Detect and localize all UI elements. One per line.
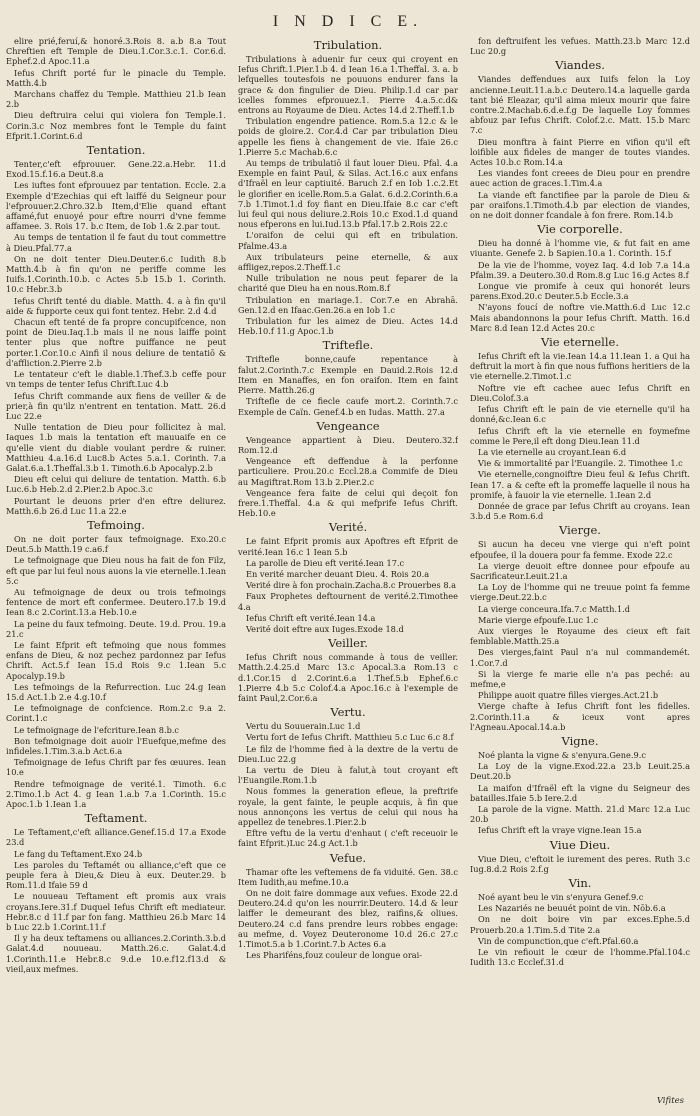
index-entry: Tenter,c'eft efprouuer. Gene.22.a.Hebr. 11.d Exod.15.f.16.a Deut.8.a — [6, 159, 226, 180]
index-entry: Vengeance appartient à Dieu. Deutero.32.f Rom.12.d — [238, 434, 458, 455]
index-entry: Faux Prophetes deftournent de verité.2.Timothee 4.a — [238, 591, 458, 612]
section-heading: Vefue. — [329, 850, 367, 865]
index-entry: Philippe auoit quatre filles vierges.Act.21.b — [478, 690, 659, 701]
index-entry: La Loy de la vigne.Exod.22.a 23.b Leuit.25.a Deut.20.b — [470, 761, 690, 782]
index-columns — [6, 36, 690, 1100]
index-entry: Les tefmoings de la Refurrection. Luc 24.g Iean 15.d Act.1.b 2.e 4.g.10.f — [6, 681, 226, 702]
index-entry: Viandes deffendues aux Iuifs felon la Loy ancienne.Leuit.11.a.b.c Deutero.14.a laquelle garda tant bié Eleazar, qu'il aima mieux mourir que faire contre.2.Machab.6.d.e.f.g De laquelle Loy fommes abfouz par Iefus Chrift. Colof.2.c. Matt. 15.b Marc 7.c — [470, 74, 690, 136]
index-entry: Les iuftes font efprouuez par tentation. Eccle. 2.a Exemple d'Ezechias qui eft laiffé du Seigneur pour l'efprouuer.2.Chro.32.b Item,d'Elie quand eftant affamé,fut enuoyé pour eftre nourri d'vne femme affamee. 3. Rois 17. b.c Item, de Iob 1.& 2.par tout. — [6, 180, 226, 232]
index-entry: Si la vierge fe marie elle n'a pas peché: au mefme,e — [470, 668, 690, 689]
index-entry: Aux tribulateurs peine eternelle, & aux affligez,repos.2.Theff.1.c — [238, 251, 458, 273]
index-entry: Au temps de tentation il fe faut du tout commettre à Dieu.Pfal.77.a — [6, 232, 226, 253]
index-entry: Le tefmoignage de l'efcriture.Iean 8.b.c — [14, 724, 180, 735]
index-entry: Le tentateur c'eft le diable.1.Thef.3.b ceffe pour vn temps de tenter Iefus Chrift.Luc 4.b — [6, 369, 226, 390]
index-entry: Vertu fort de Iefus Chrift. Matthieu 5.c Luc 6.c 8.f — [246, 732, 454, 743]
index-entry: Chacun eft tenté de fa propre concupifcence, non point de Dieu.Iaq.1.b mais il ne nous laiffe point tenter plus que noftre puiffance ne peut porter.1.Cor.10.c Ainfi il nous deliure de tentatiō & d'affliction.2.Pierre 2.b — [6, 317, 226, 368]
index-entry: Tribulation en mariage.1. Cor.7.e en Abrahā. Gen.12.d en Ifaac.Gen.26.a en Iob 1.c — [238, 294, 458, 315]
index-entry: Iefus Chrift eft verité.Iean 14.a — [246, 612, 376, 623]
index-entry: Vin de compunction,que c'eft.Pfal.60.a — [478, 935, 639, 946]
index-entry: Longue vie promife à ceux qui honorét leurs parens.Exod.20.c Deuter.5.b Eccle.3.a — [470, 281, 690, 302]
index-entry: Bon tefmoignage doit auoir l'Euefque,mefme des infideles.1.Tim.3.a.b Act.6.a — [6, 735, 226, 756]
index-entry: En verité marcher deuant Dieu. 4. Rois 20.a — [246, 568, 430, 579]
column-left — [6, 36, 226, 1100]
index-entry: Le vin refiouit le cœur de l'homme.Pfal.104.c Iudith 13.c Ecclef.31.d — [470, 947, 690, 968]
index-entry: Eftre veftu de la vertu d'enhaut ( c'eft receuoir le faint Efprit.)Luc 24.g Act.1.b — [238, 828, 458, 849]
index-entry: Tribulations à aduenir fur ceux qui croyent en Iefus Chrift.1.Pier.1.b 4. d Iean 16.a 1.Theffal. 3. a. b lefquelles toutesfois ne pouuons endurer fans la grace & don fingulier de Dieu. Philip.1.d car par icelles fommes efprouuez.1. Pierre 4.a.5.c.d& entrons au Royaume de Dieu. Actes 14.d 2.Theff.1.b — [238, 54, 458, 116]
index-entry: Des vierges,faint Paul n'a nul commandemét. 1.Cor.7.d — [470, 647, 690, 668]
index-entry: Iefus Chrift commande aux fiens de veiller & de prier,à fin qu'ilz n'entrent en tentation. Matt. 26.d Luc 22.e — [6, 390, 226, 421]
section-heading: Tentation. — [86, 143, 146, 158]
index-entry: Dieu eft celui qui deliure de tentation. Matth. 6.b Luc.6.b Heb.2.d 2.Pier.2.b Apoc.3.c — [6, 474, 226, 495]
index-entry: Les viandes font creees de Dieu pour en prendre auec action de graces.1.Tim.4.a — [470, 168, 690, 189]
index-entry: fon deftruifent les vefues. Matth.23.b Marc 12.d Luc 20.g — [470, 36, 690, 57]
index-entry: Le faint Efprit eft tefmoing que nous fommes enfans de Dieu, & noz pechez pardonnez par Iefus Chrift. Act.5.f Iean 15.d Rois 9.c 1.Iean 5.c Apocalyp.19.b — [6, 639, 226, 681]
index-entry: elire prié,feruí,& honoré.3.Rois 8. a.b 8.a Tout Chreftien eft Temple de Dieu.1.Cor.3.c.1. Cor.6.d. Ephef.2.d Apoc.11.a — [6, 36, 226, 67]
section-heading: Teftament. — [84, 811, 148, 826]
section-heading: Vertu. — [330, 705, 366, 720]
index-entry: Le faint Efprit promis aux Apoftres eft Efprit de verité.Iean 16.c 1 Iean 5.b — [238, 536, 458, 557]
running-head: I N D I C E. — [272, 13, 424, 30]
index-entry: Vie eternelle,congnoiftre Dieu feul & Iefus Chrift. Iean 17. a & cefte eft la promeffe laquelle il nous ha promife, à fauoir la vie eternelle. 1.Iean 2.d — [470, 469, 690, 500]
index-entry: La vierge conceura.Ifa.7.c Matth.1.d — [478, 603, 631, 614]
index-entry: Triftefle bonne,caufe repentance à falut.2.Corinth.7.c Exemple en Dauid.2.Rois 12.d Item en Manaffes, en fon oraifon. Item en faint Pierre. Matth.26.g — [238, 354, 458, 396]
column-right — [470, 36, 690, 1100]
index-entry: Si aucun ha deceu vne vierge qui n'eft point efpoufee, il la douera pour fa femme. Exode 22.c — [470, 539, 690, 560]
index-entry: Marie vierge efpoufe.Luc 1.c — [478, 614, 599, 625]
index-entry: La viande eft fanctifiee par la parole de Dieu & par oraifons.1.Timoth.4.b par election de viandes, on ne doit donner fcandale à fon frere. Rom.14.b — [470, 189, 690, 221]
index-entry: On ne doit faire dommage aux vefues. Exode 22.d Deutero.24.d qu'on les nourrir.Deutero. 14.d & leur laiffer le demeurant des blez, raifins,& oliues. Deutero.24 c.d fans prendre leurs robbes engage: au mefme, d. Voyez Deuteronome 10.d 26.c 27.c 1.Timot.5.a b 1.Corint.7.b Actes 6.a — [238, 888, 458, 950]
index-entry: Le fang du Teftament.Exo 24.b — [14, 848, 143, 859]
index-entry: Verité doit eftre aux Iuges.Exode 18.d — [246, 623, 404, 634]
index-entry: Vengeance fera faite de celui qui deçoit fon frere.1.Theffal. 4.a & qui mefprife Iefus Chrift. Heb.10.e — [238, 487, 458, 519]
index-entry: Au tefmoignage de deux ou trois tefmoings fentence de mort eft confermee. Deutero.17.b 19.d Iean 8.c 2.Corint.13.a Heb.10.e — [6, 586, 226, 618]
index-entry: Iefus Chrift eft la vraye vigne.Iean 15.a — [478, 825, 642, 836]
index-entry: Nulle tentation de Dieu pour follicitez à mal. Iaques 1.b mais la tentation eft mauuaife en ce qu'elle vient du diable voulant perdre & ruiner. Matthieu 4.a.16.d Luc8.b Actes 5.a.1. Corinth. 7.a Galat.6.a.1.Theffal.3.b 1. Timoth.6.b Apocalyp.2.b — [6, 422, 226, 473]
section-heading: Vin. — [568, 876, 592, 891]
index-entry: On ne doit boire vin par exces.Ephe.5.d Prouerb.20.a 1.Tim.5.d Tite 2.a — [470, 914, 690, 935]
section-heading: Viandes. — [555, 58, 605, 73]
index-entry: Nulle tribulation ne nous peut feparer de la charité que Dieu ha en nous.Rom.8.f — [238, 273, 458, 294]
index-entry: Nous fommes la generation efleue, la preftrife royale, la gent fainte, le peuple acquis, à fin que nous annonçons les vertus de celui qui nous ha appellez de tenebres.1.Pier.2.b — [238, 786, 458, 827]
index-entry: N'ayons foucí de noftre vie.Matth.6.d Luc 12.c Mais abandonnons la pour Iefus Chrift. Matth. 16.d Marc 8.d Iean 12.d Actes 20.c — [470, 302, 690, 333]
index-entry: Iefus Chrift eft la vie.Iean 14.a 11.Iean 1. a Qui ha deftruit la mort à fin que nous fuffions heritiers de la vie eternelle.2.Timot.1.c — [470, 351, 690, 382]
index-entry: Tribulation engendre patience. Rom.5.a 12.c & le poids de gloire.2. Cor.4.d Car par tribulation Dieu appelle les fiens à changement de vie. Ifaie 26.c 1.Pierre 5.c Machab.6.c — [238, 116, 458, 157]
index-entry: Iefus Chrift porté fur le pinacle du Temple. Matth.4.b — [6, 67, 226, 88]
index-entry: Iefus Chrift eft le pain de vie eternelle qu'il ha donné,&c.Iean 6.c — [470, 404, 690, 425]
index-entry: Les Nazariés ne beuuét point de vin. Nōb.6.a — [478, 903, 666, 914]
index-entry: Le filz de l'homme fied à la dextre de la vertu de Dieu.Luc 22.g — [238, 743, 458, 764]
index-entry: L'oraifon de celui qui eft en tribulation. Pfalme.43.a — [238, 230, 458, 251]
catchword: Vifites — [656, 1096, 684, 1106]
section-heading: Vigne. — [561, 733, 599, 748]
index-entry: Dieu monftra à faint Pierre en vifion qu'il eft loifible aux fideles de manger de toutes viandes. Actes 10.b.c Rom.14.a — [470, 136, 690, 168]
index-entry: La vertu de Dieu à falut,à tout croyant eft l'Euangile.Rom.1.b — [238, 764, 458, 786]
index-entry: Aux vierges le Royaume des cieux eft fait femblable.Matth.25.a — [470, 625, 690, 647]
section-heading: Tefmoing. — [87, 517, 145, 532]
section-heading: Veiller. — [328, 636, 368, 651]
index-entry: Iefus Chrift tenté du diable. Matth. 4. a à fin qu'il aide & fupporte ceux qui font tentez. Hebr. 2.d 4.d — [6, 295, 226, 316]
index-entry: Verité dire à fon prochain.Zacha.8.c Prouerbes 8.a — [246, 580, 457, 591]
index-entry: Vengeance eft deffendue à la perfonne particuliere. Prou.20.c Eccl.28.a Commife de Dieu au Magiftrat.Rom 13.b 2.Pier.2.c — [238, 456, 458, 487]
column-middle — [238, 36, 458, 1100]
index-entry: On ne doit porter faux tefmoignage. Exo.20.c Deut.5.b Matth.19 c.a6.f — [6, 533, 226, 555]
index-entry: Viue Dieu, c'eftoit le iurement des peres. Ruth 3.c Iug.8.d.2 Rois 2.f.g — [470, 853, 690, 874]
index-entry: Noé planta la vigne & s'enyura.Gene.9.c — [478, 749, 646, 760]
index-entry: Dieu deftruira celui qui violera fon Temple.1. Corin.3.c Noz membres font le Temple du faint Efprit.1.Corint.6.d — [6, 110, 226, 141]
index-entry: La maifon d'Ifraël eft la vigne du Seigneur des batailles.Ifaie 5.b Iere.2.d — [470, 782, 690, 803]
index-entry: On ne doit tenter Dieu.Deuter.6.c Iudith 8.b Matth.4.b à fin qu'on ne periffe comme les Iuifs.1.Corinth.10.b. c Actes 5.b 15.b 1. Corinth. 10.c Hebr.3.b — [6, 253, 226, 295]
index-entry: Dieu ha donné à l'homme vie, & fut fait en ame viuante. Genefe 2. b Sapien.10.a 1. Corinth. 15.f — [470, 238, 690, 259]
index-entry: Tribulation fur les aimez de Dieu. Actes 14.d Heb.10.f 11.g Apoc.1.b — [238, 316, 458, 337]
index-entry: La parole de la vigne. Matth. 21.d Marc 12.a Luc 20.b — [470, 804, 690, 825]
index-entry: Marchans chaffez du Temple. Matthieu 21.b Iean 2.b — [6, 89, 226, 110]
section-heading: Vie corporelle. — [537, 222, 623, 237]
section-heading: Tribulation. — [313, 38, 383, 52]
index-entry: La parolle de Dieu eft verité.Iean 17.c — [246, 557, 405, 568]
section-heading: Triftefle. — [322, 338, 374, 353]
index-entry: Le nouueau Teftament eft promis aux vrais croyans.Iere.31.f Duquel Iefus Chrift eft mediateur. Hebr.8.c d 11.f par fon fang. Matthieu 26.b Marc 14 b Luc 22.b 1.Corint.11.f — [6, 891, 226, 933]
section-heading: Vierge. — [559, 523, 601, 538]
index-entry: Thamar ofte les veftemens de fa viduité. Gen. 38.c Item Iudith,au mefme.10.a — [238, 866, 458, 887]
index-entry: La Loy de l'homme qui ne treuue point fa femme vierge.Deut.22.b.c — [470, 582, 690, 603]
section-heading: Verité. — [328, 520, 368, 535]
index-entry: Le Teftament,c'eft alliance.Genef.15.d 17.a Exode 23.d — [6, 827, 226, 848]
index-entry: De la vie de l'homme, voyez Iaq. 4.d Iob 7.a 14.a Pfalm.39. a Deutero.30.d Rom.8.g Luc 16.g Actes 8.f — [470, 259, 690, 280]
index-entry: Iefus Chrift eft la vie eternelle en foymefme comme le Pere,il eft dong Dieu.Iean 11.d — [470, 425, 690, 446]
index-entry: Triftefle de ce fiecle caufe mort.2. Corinth.7.c Exemple de Caïn. Genef.4.b en Iudas. Matth. 27.a — [238, 396, 458, 417]
section-heading: Viue Dieu. — [549, 837, 611, 852]
section-heading: Vengeance — [316, 418, 380, 433]
index-entry: Iefus Chrift nous commande à tous de veiller. Matth.2.4.25.d Marc 13.c Apocal.3.a Rom.13 c d.1.Cor.15 d 2.Corint.6.a 1.Thef.5.b Ephef.6.c 1.Pierre 4.b 5.c Colof.4.a Apoc.16.c à l'exemple de faint Paul,2.Cor.6.a — [238, 652, 458, 703]
index-entry: Tefmoignage de Iefus Chrift par fes œuures. Iean 10.e — [6, 757, 226, 778]
index-entry: Vierge chafte à Iefus Chrift font les fidelles. 2.Corinth.11.a & iceux vont apres l'Agneau.Apocal.14.a.b — [470, 701, 690, 732]
index-entry: Au temps de tribulatiō il faut louer Dieu. Pfal. 4.a Exemple en faint Paul, & Silas. Act.16.c aux enfans d'Ifraël en leur captiuité. Baruch 2.f en Iob 1.c.2.Et le glorifier en icelle.Rom.5.a Galat. 6.d.2.Corinth.6.a 7.b 1.Timot.1.d foy fiant en Dieu.Ifaie 8.c car c'eft lui feul qui nous deliure.2.Rois 10.c Exod.1.d quand nous efperons en lui.Iud.13.b Pfal.17.b 2.Rois 22.c — [238, 158, 458, 230]
index-entry: Le tefmoignage de confcience. Rom.2.c 9.a 2. Corint.1.c — [6, 703, 226, 724]
index-entry: Pourtant le deuons prier d'en eftre deliurez. Matth.6.b 26.d Luc 11.a 22.e — [6, 495, 226, 516]
index-entry: La vierge deuoit eftre donnee pour efpoufe au Sacrificateur.Leuit.21.a — [470, 560, 690, 581]
index-entry: Il y ha deux teftamens ou alliances.2.Corinth.3.b.d Galat.4.d nouueau. Matth.26.c. Galat.4.d 1.Corinth.11.e Hebr.8.c 9.d.e 10.e.f12.f13.d & vieil,aux mefmes. — [6, 933, 226, 974]
index-entry: Le tefmoignage que Dieu nous ha fait de fon Filz, eft que par lui feul nous auons la vie eternelle.1.Iean 5.c — [6, 555, 226, 586]
index-entry: Rendre tefmoignage de verité.1. Timoth. 6.c 2.Timo.1.b Act 4. g Iean 1.a.b 7.a 1.Corinth. 15.c Apoc.1.b 1.Iean 1.a — [6, 778, 226, 810]
section-heading: Vie eternelle. — [540, 335, 619, 350]
index-entry: Donnée de grace par Iefus Chrift au croyans. Iean 3.b.d 5.e Rom.6.d — [470, 500, 690, 522]
index-entry: Noé ayant beu le vin s'enyura Genef.9.c — [478, 892, 644, 903]
index-entry: Les Phariféns,fouz couleur de longue orai- — [246, 950, 423, 961]
index-entry: La peine du faux tefmoing. Deute. 19.d. Prou. 19.a 21.c — [6, 618, 226, 639]
index-entry: La vie eternelle au croyant.Iean 6.d — [478, 446, 627, 457]
index-entry: Noftre vie eft cachee auec Iefus Chrift en Dieu.Colof.3.a — [470, 382, 690, 403]
index-entry: Vie & immortalité par l'Euangile. 2. Timothee 1.c — [478, 458, 683, 469]
index-entry: Vertu du Souuerain.Luc 1.d — [246, 721, 361, 732]
index-entry: Les paroles du Teftamét ou alliance,c'eft que ce peuple fera à Dieu,& Dieu à eux. Deuter.29. b Rom.11.d Ifaie 59 d — [6, 859, 226, 891]
